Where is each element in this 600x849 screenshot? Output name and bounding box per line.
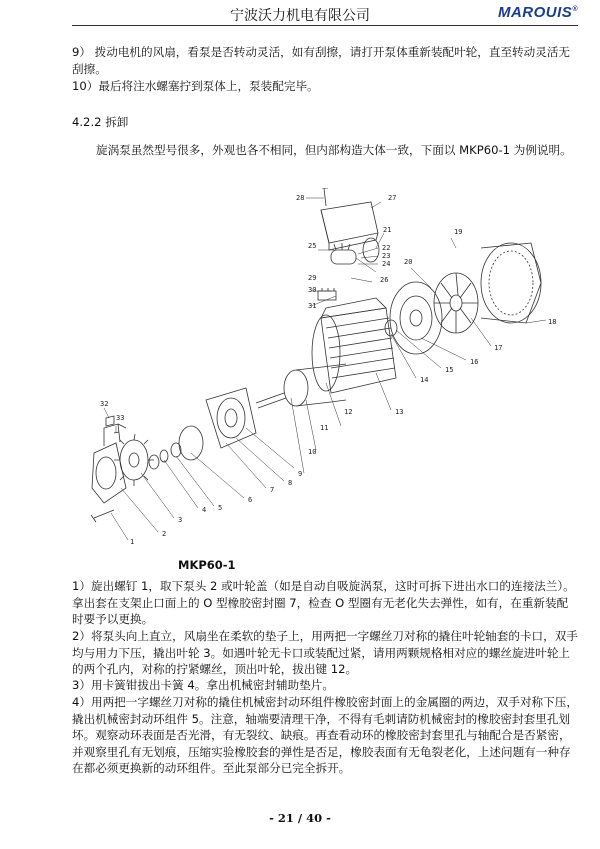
- disassembly-step-1: 1）旋出螺钉 1，取下泵头 2 或叶轮盖（如是自动自吸旋涡泵，这时可拆下进出水口的连接法兰）。拿出套在支架止口面上的 O 型橡胶密封圈 7，检查 O 型圈有无老化失去弹性，如有，在重新装配时要予以更换。: [72, 579, 575, 626]
- part-label-8: 8: [288, 479, 293, 487]
- part-label-24: 24: [382, 260, 391, 268]
- part-label-3: 3: [178, 516, 183, 524]
- footer-dash-left: -: [269, 811, 274, 825]
- step-9: 9） 拨动电机的风扇，看泵是否转动灵活，如有刮擦，请打开泵体重新装配叶轮，直至转动灵活无刮擦。: [72, 45, 571, 76]
- part-label-20: 20: [404, 258, 413, 266]
- part-label-32: 32: [100, 400, 109, 408]
- part-label-22: 22: [382, 244, 391, 252]
- part-label-5: 5: [218, 504, 223, 512]
- part-label-33: 33: [116, 414, 125, 422]
- fan-cover-drawing: [481, 243, 541, 323]
- brand-logo: [498, 4, 578, 21]
- part-label-23: 23: [382, 252, 391, 260]
- part-label-9: 9: [298, 470, 303, 478]
- end-cover-drawing: [385, 282, 442, 354]
- exploded-view-diagram: [86, 188, 556, 548]
- part-label-18: 18: [548, 318, 556, 326]
- part-label-13: 13: [395, 408, 404, 416]
- part-label-15: 15: [445, 366, 454, 374]
- motor-housing-drawing: [312, 298, 396, 393]
- page-number: 21: [277, 811, 294, 825]
- page-footer: [0, 811, 600, 825]
- part-label-16: 16: [470, 358, 479, 366]
- part-label-31: 31: [308, 302, 317, 310]
- part-label-12: 12: [344, 408, 353, 416]
- exploded-view-svg: [86, 188, 556, 548]
- leader-lines: [104, 198, 546, 540]
- capacitor-drawing: [331, 243, 356, 264]
- part-label-14: 14: [420, 376, 429, 384]
- brand-logo-mark: ®: [572, 6, 578, 13]
- part-label-10: 10: [308, 448, 317, 456]
- section-title: 拆卸: [105, 115, 129, 129]
- step-10: 10）最后将注水螺塞拧到泵体上，泵装配完毕。: [72, 79, 319, 93]
- part-label-11: 11: [320, 424, 329, 432]
- terminal-block-drawing: [318, 288, 336, 300]
- company-name: 宁波沃力机电有限公司: [230, 8, 370, 24]
- part-label-4: 4: [202, 506, 207, 514]
- part-label-25: 25: [308, 242, 317, 250]
- part-label-28: 28: [296, 194, 305, 202]
- brand-logo-text: MAROUIS: [497, 4, 573, 21]
- footer-dash-right: -: [326, 811, 331, 825]
- part-label-6: 6: [248, 496, 253, 504]
- page-total: 40: [306, 811, 323, 825]
- page-separator: /: [297, 811, 303, 825]
- part-label-17: 17: [494, 344, 503, 352]
- part-label-29: 29: [308, 274, 317, 282]
- part-label-27: 27: [388, 194, 397, 202]
- part-label-30: 30: [308, 286, 317, 294]
- part-label-21: 21: [383, 226, 392, 234]
- part-label-26: 26: [380, 276, 389, 284]
- disassembly-step-2: 2）将泵头向上直立，风扇坐在柔软的垫子上，用两把一字螺丝刀对称的撬住叶轮轴套的卡口，双手均与用力下压，撬出叶轮 3。如遇叶轮无卡口或装配过紧，请用两颗规格相对应的螺丝旋进叶轮上的两个孔内，对称的拧紧螺丝，顶出叶轮，拔出键 12。: [72, 629, 578, 676]
- disassembly-step-3: 3）用卡簧钳拔出卡簧 4。拿出机械密封辅助垫片。: [72, 678, 334, 692]
- part-label-1: 1: [130, 538, 135, 546]
- pump-head-drawing: [92, 424, 126, 503]
- bracket-drawing: [206, 388, 256, 448]
- part-label-19: 19: [454, 228, 463, 236]
- screw-top-drawing: [322, 188, 328, 206]
- figure-caption: MKP60-1: [178, 558, 236, 572]
- disassembly-step-4: 4）用两把一字螺丝刀对称的撬住机械密封动环组件橡胶密封面上的金属圈的两边，双手对称下压，撬出机械密封动环组件 5。注意，轴端要清理干净，不得有毛刺请防机械密封的橡胶密封套里孔划坏。观察动环表面是否光滑，有无裂纹、缺痕。再查看动环的橡胶密封套里孔与轴配合是否紧密，并观察里孔有无划痕，压缩实验橡胶套的弹性是否足，橡胶表面有无龟裂老化，上述问题有一种存在都必须更换新的动环组件。至此泵部分已完全拆开。: [72, 695, 578, 775]
- section-number: 4.2.2: [72, 115, 102, 129]
- fan-drawing: [434, 273, 478, 333]
- part-label-2: 2: [162, 530, 167, 538]
- intro-paragraph: 旋涡泵虽然型号很多，外观也各不相同，但内部构造大体一致，下面以 MKP60-1 为例说明。: [96, 143, 572, 157]
- section-heading: [72, 114, 578, 131]
- screw-bottom-drawing: [91, 510, 114, 522]
- terminal-box-lid-drawing: [321, 202, 378, 250]
- header-divider: [72, 25, 578, 26]
- o-ring-drawing: [179, 426, 203, 460]
- part-label-7: 7: [270, 486, 275, 494]
